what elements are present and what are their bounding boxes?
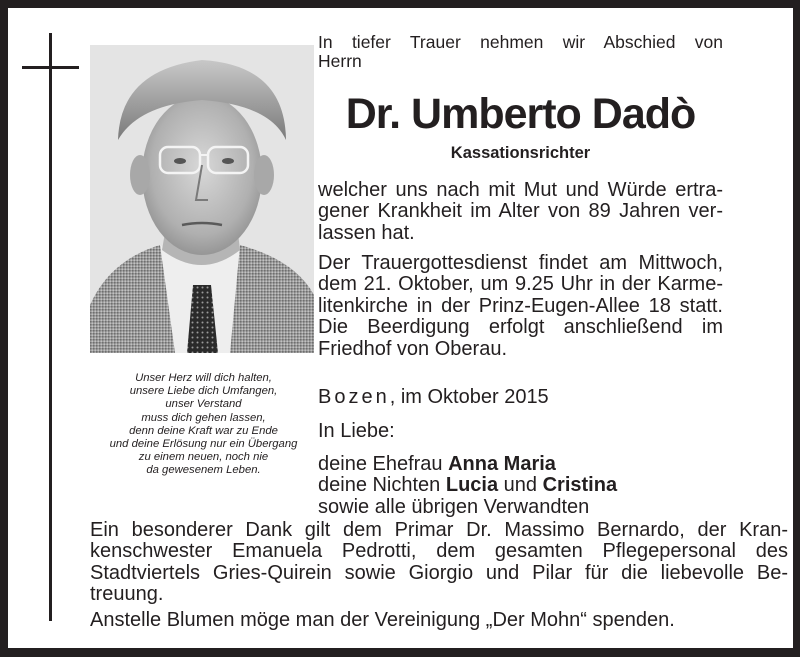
memorial-poem [96, 372, 311, 478]
in-love-label: In Liebe: [318, 420, 395, 442]
poem-line: da gewesenem Leben. [146, 464, 261, 477]
poem-line: denn deine Kraft war zu Ende [129, 424, 278, 437]
thanks-paragraph: Ein besonderer Dank gilt dem Primar Dr. Massimo Bernardo, der Kran- kenschwester Emanuela Pedrotti, dem gesamten Pflegepersonal des Stadtviertels Gries-Quirein sowie Giorgio und Pilar für die liebevolle Be- treuung. [90, 519, 788, 606]
cross-icon-vertical [49, 33, 52, 621]
mourner-nieces: deine Nichten Lucia und Cristina [318, 474, 618, 497]
poem-line: Unser Herz will dich halten, [135, 372, 272, 384]
place: Bozen [318, 386, 390, 408]
poem-line: und deine Erlösung nur ein Übergang [109, 438, 298, 451]
funeral-service-paragraph: Der Trauergottesdienst findet am Mittwoch, dem 21. Oktober, um 9.25 Uhr in der Karme- litenkirche in der Prinz-Eugen-Allee 18 statt. Die Beerdigung erfolgt anschließend im Friedhof von Oberau. [318, 252, 723, 360]
death-notice-paragraph: welcher uns nach mit Mut und Würde ertra- gener Krankheit im Alter von 89 Jahren ver- lassen hat. [318, 179, 723, 244]
mourners-list [318, 454, 617, 518]
place-and-date [318, 386, 549, 408]
deceased-name: Dr. Umberto Dadò [345, 90, 696, 138]
donation-note: Anstelle Blumen möge man der Vereinigung „Der Mohn“ spenden. [90, 609, 675, 631]
poem-line: zu einem neuen, noch nie [138, 451, 269, 464]
poem-line: unser Verstand [165, 398, 242, 411]
date: , im Oktober 2015 [389, 386, 549, 408]
intro-text: In tiefer Trauer nehmen wir Abschied von Herrn [318, 32, 723, 71]
deceased-title: Kassationsrichter [450, 144, 591, 162]
obituary-notice [8, 8, 793, 648]
portrait-image [90, 45, 314, 353]
portrait-photo [90, 45, 314, 353]
poem-line: muss dich gehen lassen, [141, 411, 266, 424]
mourner-wife: deine Ehefrau Anna Maria [318, 453, 556, 475]
mourner-relatives: sowie alle übrigen Verwandten [318, 495, 590, 518]
poem-line: unsere Liebe dich Umfangen, [129, 385, 278, 398]
cross-icon-horizontal [22, 66, 79, 69]
